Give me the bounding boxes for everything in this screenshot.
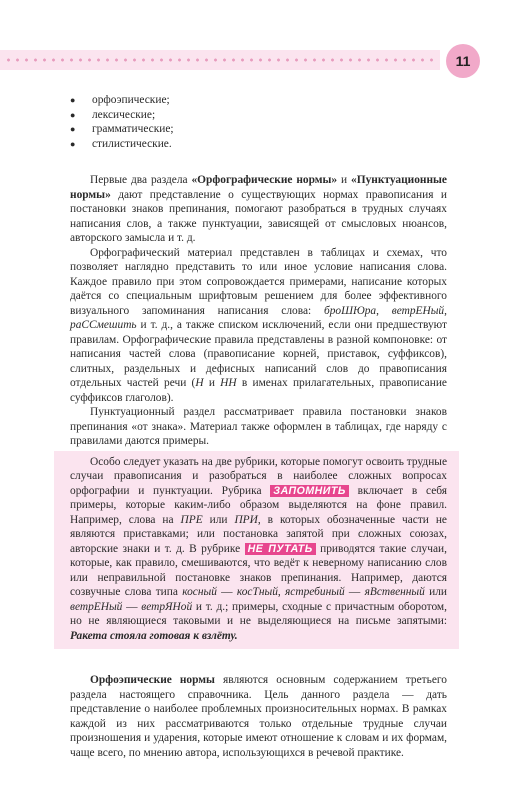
- rubrics-note-box: [54, 451, 459, 650]
- paragraph-orthography: Орфографический материал представлен в таблицах и схемах, что позволяет наглядно представить то или иное условие написания слова. Каждое правило при этом сопровождается примерами, написание которых даётся со специальным шрифтовым решением для более эффективного визуального запоминания написания слова: броШЮра, ветрЕНый, раССмешить и т. д., а также списком исключений, если они предшествуют правилам. Орфографические правила представлены в разной компоновке: от написания частей слова (правописание корней, приставок, суффиксов), слитных, раздельных и дефисных написаний слов до правописания отдельных частей речи (Н и НН в именах прилагательных, правописание суффиксов глаголов).: [70, 246, 447, 404]
- list-item: ● грамматические;: [70, 123, 174, 135]
- bullet-icon: ●: [70, 138, 76, 149]
- list-item: ● стилистические.: [70, 137, 172, 150]
- norms-list: [70, 93, 447, 151]
- section-gap: [70, 649, 447, 673]
- bullet-icon: ●: [70, 95, 76, 105]
- paragraph-rubrics: Особо следует указать на две рубрики, которые помогут освоить трудные случаи правописания и разобраться в наиболее сложных вопросах орфографии и пунктуации. Рубрика ЗАПОМНИТЬ включает в себя примеры, которые каким-либо образом выделяются на фоне правил. Например, слова на ПРЕ или ПРИ, в которых обозначенные части не являются приставками; или постановка запятой при сложных союзах, авторские знаки и т. д. В рубрике НЕ ПУТАТЬ приводятся такие случаи, которые, как правило, смешиваются, что ведёт к неверному написанию слов или неправильной постановке знаков препинания. Например, даются созвучные слова типа косный — косТный, ястребиный — яВственный или ветрЕНый — ветрЯНой и т. д.; примеры, сходные с причастным оборотом, но не являющиеся таковыми и не выделяющиеся на письме запятыми: Ракета стояла готовая к взлёту.: [70, 455, 447, 642]
- list-item: ● лексические;: [70, 108, 156, 121]
- bullet-icon: ●: [70, 124, 76, 134]
- rubric-badge-dont-confuse: НЕ ПУТАТЬ: [245, 543, 316, 555]
- header-dotted-line: [4, 57, 434, 63]
- page-number: 11: [446, 44, 480, 78]
- paragraph-punctuation: Пунктуационный раздел рассматривает правила постановки знаков препинания «от знака». Материал также оформлен в таблицах, где наряду с правилами даются примеры.: [70, 406, 447, 447]
- paragraph-sections-intro: Первые два раздела «Орфографические нормы» и «Пунктуационные нормы» дают представление о существующих нормах правописания и постановки знаков препинания, помогают разобраться в трудных случаях написания слов, а также пунктуации, зависящей от смысловых нюансов, авторского замысла и т. д.: [70, 174, 447, 244]
- list-item: ● орфоэпические;: [70, 94, 170, 106]
- rubric-badge-remember: ЗАПОМНИТЬ: [270, 485, 349, 497]
- paragraph-orthoepic: Орфоэпические нормы являются основным содержанием третьего раздела настоящего справочника. Цель данного раздела — дать представление о наиболее проблемных произносительных нормах. В рамках каждой из них рассматриваются только отдельные трудные случаи произношения и ударения, которые имеют отношение к словам и их формам, чаще всего, по мнению автора, использующихся в речевой практике.: [70, 674, 447, 759]
- bullet-icon: ●: [70, 109, 76, 120]
- page-body: [70, 93, 447, 760]
